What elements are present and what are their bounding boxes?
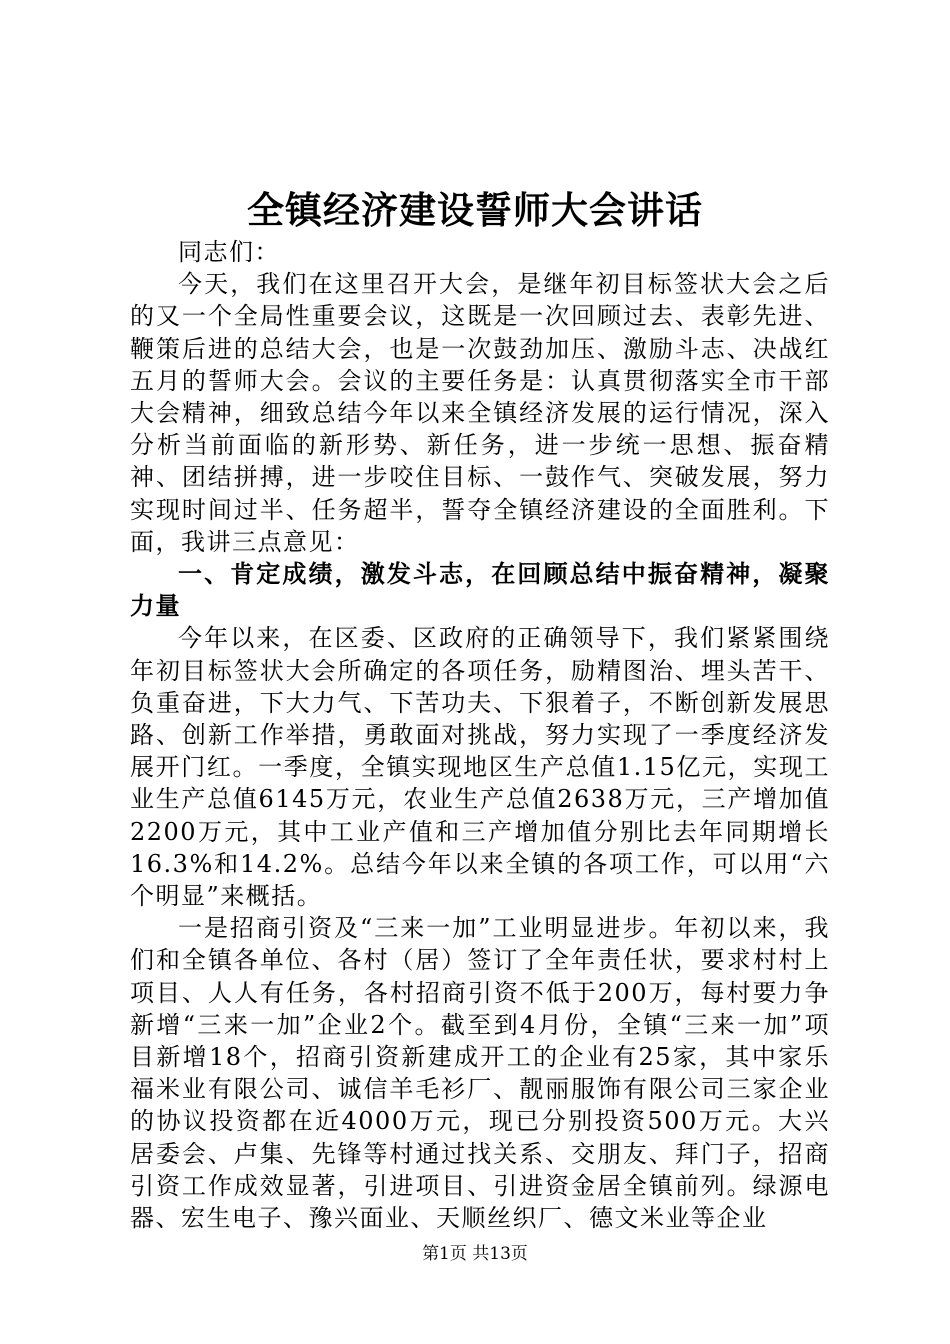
page-number-footer: 第1页 共13页 (422, 1244, 528, 1264)
investment-paragraph: 一是招商引资及“三来一加”工业明显进步。年初以来，我们和全镇各单位、各村（居）签订了全年责任状，要求村村上项目、人人有任务，各村招商引资不低于200万，每村要力争新增“三来一加”企业2个。截至到4月份，全镇“三来一加”项目新增18个，招商引资新建成开工的企业有25家，其中家乐福米业有限公司、诚信羊毛衫厂、靓丽服饰有限公司三家企业的协议投资都在近4000万元，现已分别投资500万元。大兴居委会、卢集、先锋等村通过找关系、交朋友、拜门子，招商引资工作成效显著，引进项目、引进资金居全镇前列。绿源电器、宏生电子、豫兴面业、天顺丝织厂、德文米业等企业 (130, 914, 830, 1233)
document-body (130, 236, 830, 1234)
intro-paragraph: 今天，我们在这里召开大会，是继年初目标签状大会之后的又一个全局性重要会议，这既是一次回顾过去、表彰先进、鞭策后进的总结大会，也是一次鼓劲加压、激励斗志、决战红五月的誓师大会。会议的主要任务是：认真贯彻落实全市干部大会精神，细致总结今年以来全镇经济发展的运行情况，深入分析当前面临的新形势、新任务，进一步统一思想、振奋精神、团结拼搏，进一步咬住目标、一鼓作气、突破发展，努力实现时间过半、任务超半，誓夺全镇经济建设的全面胜利。下面，我讲三点意见： (130, 270, 830, 556)
achievements-paragraph: 今年以来，在区委、区政府的正确领导下，我们紧紧围绕年初目标签状大会所确定的各项任务，励精图治、埋头苦干、负重奋进，下大力气、下苦功夫、下狠着子，不断创新发展思路、创新工作举措，勇敢面对挑战，努力实现了一季度经济发展开门红。一季度，全镇实现地区生产总值1.15亿元，实现工业生产总值6145万元，农业生产总值2638万元，三产增加值2200万元，其中工业产值和三产增加值分别比去年同期增长16.3%和14.2%。总结今年以来全镇的各项工作，可以用“六个明显”来概括。 (130, 624, 830, 911)
section-heading: 一、肯定成绩，激发斗志，在回顾总结中振奋精神，凝聚力量 (130, 560, 830, 621)
document-title: 全镇经济建设誓师大会讲话 (247, 188, 703, 232)
salutation-paragraph: 同志们： (178, 238, 280, 266)
